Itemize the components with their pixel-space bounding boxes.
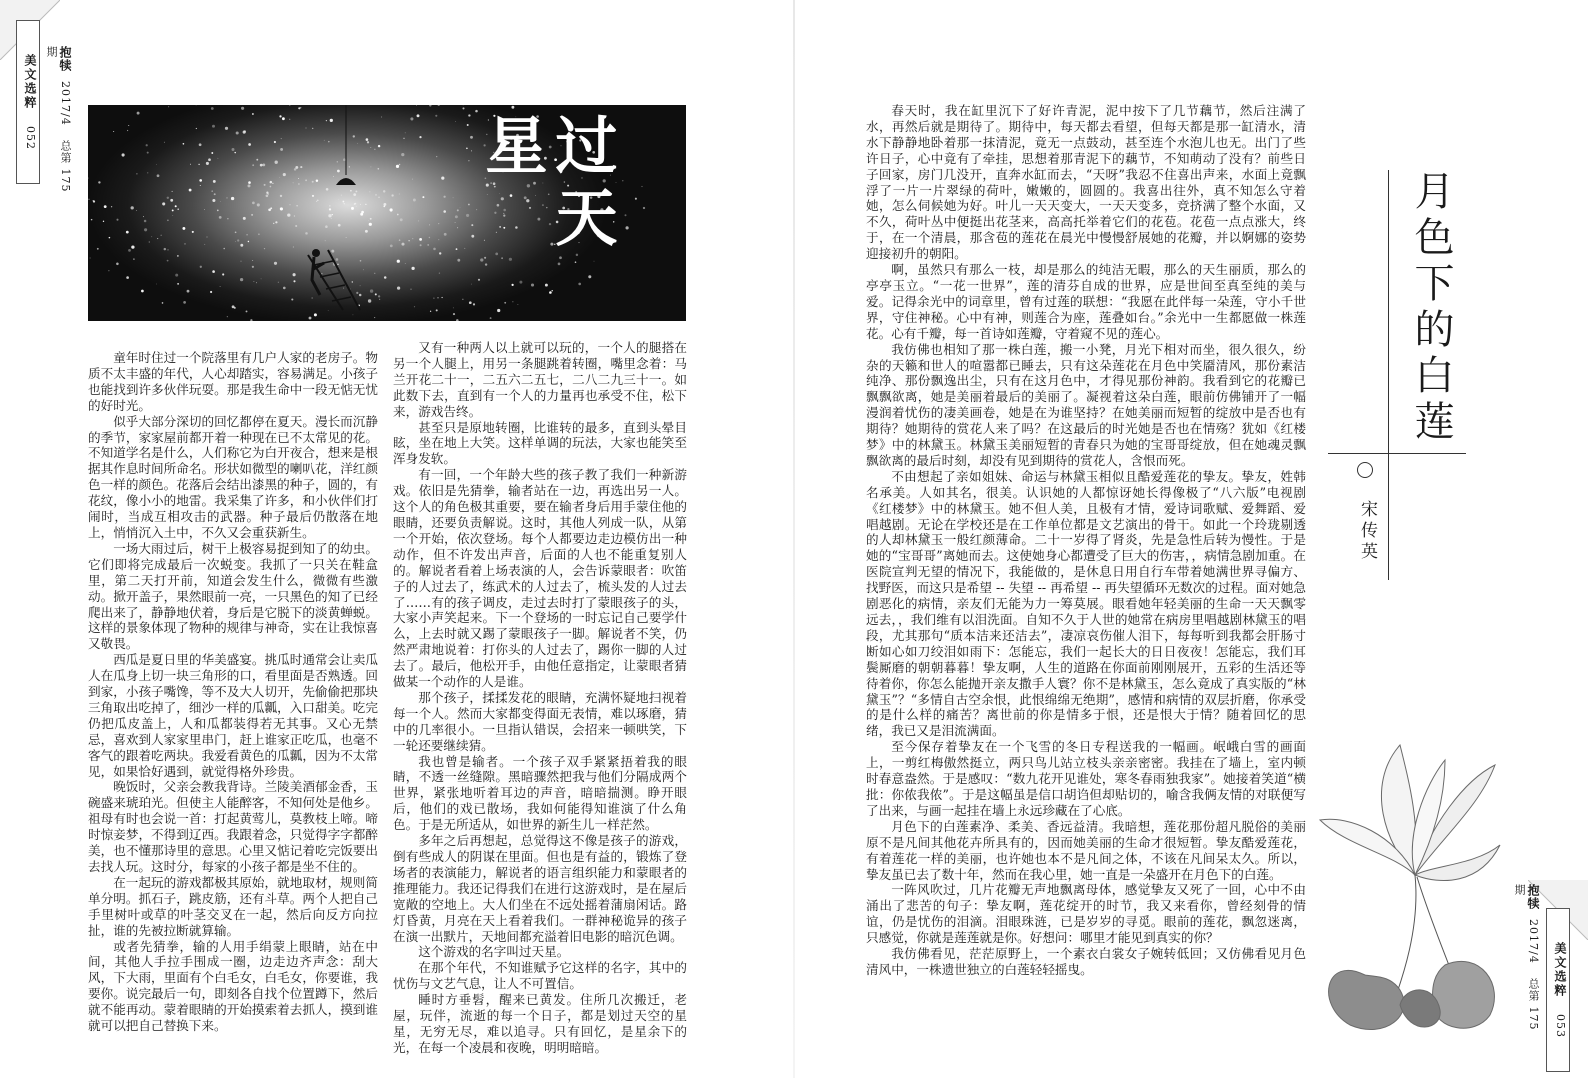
article-title: 月色下的白莲 — [1408, 170, 1454, 446]
section-tab — [1546, 908, 1570, 1072]
paragraph: 晚饭时，父亲会教我背诗。兰陵美酒郁金香，玉碗盛来琥珀光。但使主人能醉客，不知何处是他乡。祖母有时也会说一首：打起黄莺儿，莫教枝上啼。啼时惊妾梦，不得到辽西。我跟着念，只觉得字字都醉美，也不懂那诗里的意思。心里又惦记着吃完饭要出去找人玩。这时分，每家的小孩子都是坐不住的。 — [88, 779, 378, 874]
paragraph: 我仿佛看见，茫茫原野上，一个素衣白裳女子婉转低回；又仿佛看见月色清风中，一株遗世独立的白莲轻轻摇曳。 — [866, 946, 1306, 977]
section-title: 美文选粹 — [23, 54, 37, 111]
magazine-name: 抱犊 — [1526, 884, 1540, 910]
issue-info — [1512, 884, 1540, 1034]
paragraph: 我也曾是输者。一个孩子双手紧紧捂着我的眼睛，不透一丝缝隙。黑暗骤然把我与他们分隔成两个世界，紧张地听着耳边的声音，暗暗揣测。睁开眼后，他们的戏已散场，我如何能得知谁演了什么角色。于是无所适从，如世界的新生儿一样茫然。 — [393, 753, 687, 833]
section-title: 美文选粹 — [1553, 942, 1567, 999]
paragraph: 我仿佛也相知了那一株白莲，搬一小凳，月光下相对而坐，很久很久，纷杂的天籁和世人的喧嚣都已睡去，只有这朵莲花在月色中笑靥清风，那份素洁纯净、那份飘逸出尘，只有在这月色中，才得见那份神韵。我看到它的花瓣已飘飘欲离，她是美丽着最后的美丽了。凝视着这朵白莲，眼前仿佛铺开了一幅漫润着忧伤的凄美画卷，她是在为谁坚持？在她美丽而短暂的绽放中是否也有期待？她期待的赏花人来了吗？在这最后的时光她是否也在情殇？犹如《红楼梦》中的林黛玉。林黛玉美丽短暂的青春只为她的宝哥哥绽放，但在她魂灵飘飘欲离的最后时刻，却没有见到期待的赏花人，含恨而死。 — [866, 341, 1306, 468]
page-gutter — [793, 0, 795, 1078]
paragraph: 至今保存着挚友在一个飞雪的冬日专程送我的一幅画。岷峨白雪的画面上，一剪红梅傲然挺立，两只鸟儿站立枝头亲亲密密。我挂在了墙上，室内顿时春意盎然。于是感叹：“数九花开见谁处，寒冬春雨独我家”。她接着笑道“横批：你侬我侬”。于是这幅虽是信口胡诌但却贴切的，喻含我俩友情的对联便写了出来，与画一起挂在墙上永远珍藏在了心底。 — [866, 739, 1306, 818]
paragraph: 似乎大部分深切的回忆都停在夏天。漫长而沉静的季节，家家屋前都开着一种现在已不太常见的花。不知道学名是什么，人们称它为白开夜合，想来是根据其作息时间所命名。形状如微型的喇叭花，洋红颜色一样的颜色。花落后会结出漆黑的种子，圆的，有花纹，像小小的地雷。我采集了许多，和小伙伴们打闹时，当成互相攻击的武器。种子最后仍散落在地上，悄悄沉入土中，不久又会重获新生。 — [88, 413, 378, 540]
paragraph: 月色下的白莲素净、柔美、香远益清。我暗想，莲花那份超凡脱俗的美丽原不是凡间其他花卉所具有的，因而她美丽的生命才很短暂。挚友酷爱莲花，有着莲花一样的美丽，也许她也本不是凡间之体，不该在凡间呆太久。所以，挚友虽已去了数十年，然而在我心里，她一直是一朵盛开在月色下的白莲。 — [866, 818, 1306, 882]
issue-date: 2017/4 — [1527, 918, 1540, 964]
paragraph: 或者先猜拳，输的人用手绢蒙上眼睛，站在中间，其他人手拉手围成一圈，边走边齐声念：刮大风，下大雨，里面有个白毛女，白毛女，你要谁，我要你。说完最后一句，即刻各自找个位置蹲下，然后就不能再动。蒙着眼睛的开始摸索着去抓人，摸到谁就可以把自己替换下来。 — [88, 938, 378, 1034]
paragraph: 啊，虽然只有那么一枝，却是那么的纯洁无暇，那么的天生丽质，那么的亭亭玉立。“一花一世界”，莲的清芬自成的世界，应是世间至真至纯的美与爱。记得余光中的词章里，曾有过莲的联想：“我愿在此伴每一朵莲，守小千世界，守住神秘。心中有神，则莲合为座，莲叠如台。”余光中一生都愿做一株莲花。心有千瓣，每一首诗如莲瓣，守着窥不见的莲心。 — [866, 262, 1306, 341]
lotus-flower-illustration — [1305, 725, 1505, 1040]
issue-info — [44, 46, 72, 196]
paragraph: 西瓜是夏日里的华美盛宴。挑瓜时通常会让卖瓜人在瓜身上切一块三角形的口，看里面是否熟透。回到家，小孩子嘴馋，等不及大人切开，先偷偷把那块三角取出吃掉了，细沙一样的瓜瓤，入口甜美。吃完仍把瓜皮盖上，人和瓜都装得若无其事。又心无禁忌，喜欢到人家家里串门，赶上谁家正吃瓜，也毫不客气的跟着吃两块。我爱看黄色的瓜瓤，因为不太常见，如果恰好遇到，就觉得格外珍贵。 — [88, 652, 378, 779]
section-tab — [16, 20, 40, 184]
issue-number: 总第 175 期 — [1513, 884, 1540, 1031]
article-column-1 — [88, 350, 378, 1034]
divider — [1388, 170, 1389, 580]
hero-image — [88, 105, 686, 321]
page-number: 053 — [1554, 1013, 1567, 1038]
paragraph: 睡时方垂髫，醒来已黄发。住所几次搬迁，老屋，玩伴，流逝的每一个日子，都是划过天空的星星，无穷无尽，难以追寻。只有回忆，是星余下的光，在每一个凌晨和夜晚，明明暗暗。 — [393, 992, 687, 1055]
paragraph: 童年时住过一个院落里有几户人家的老房子。物质不太丰盛的年代，人心却踏实，容易满足。小孩子也能找到许多伙伴玩耍。那是我生命中一段无惦无忧的好时光。 — [88, 350, 378, 413]
paragraph: 这个游戏的名字叫过天星。 — [418, 944, 570, 960]
paragraph: 多年之后再想起，总觉得这不像是孩子的游戏，倒有些成人的阴谋在里面。但也是有益的，锻炼了登场者的表演能力，解说者的语言组织能力和蒙眼者的推理能力。我还记得我们在进行这游戏时，是在屋后宽敞的空地上。大人们坐在不远处摇着蒲扇闲话。路灯昏黄，月亮在天上看着我们。一群神秘诡异的孩子在演一出默片，天地间都充溢着旧电影的暗沉色调。 — [393, 833, 687, 944]
title-block — [1357, 170, 1464, 580]
article-title: 过天星 — [475, 113, 618, 257]
issue-date: 2017/4 — [59, 80, 72, 126]
paragraph: 在那个年代，不知谁赋予它这样的名字，其中的忧伤与文艺气息，让人不可置信。 — [393, 960, 687, 992]
paragraph: 一场大雨过后，树干上极容易捉到知了的幼虫。它们即将完成最后一次蜕变。我抓了一只关在鞋盒里，第二天打开前，知道会发生什么，微微有些激动。掀开盖子，果然眼前一亮，一只黑色的知了已经爬出来了，静静地伏着，身后是它脱下的淡黄蝉蜕。这样的景象体现了物种的规律与神奇，实在让我惊喜又敬畏。 — [88, 540, 378, 652]
circle-ornament-icon — [1357, 462, 1373, 478]
paragraph: 甚至只是原地转圈，比谁转的最多，直到头晕目眩，坐在地上大笑。这样单调的玩法，大家也能笑至浑身发软。 — [393, 419, 687, 467]
author-name: 宋传英 — [1357, 500, 1377, 563]
paragraph: 一阵风吹过，几片花瓣无声地飘离母体，感觉挚友又死了一回，心中不由涌出了悲苦的句子：挚友啊，莲花绽开的时节，我又来看你，曾经刻骨的情谊，仍是忧伤的泪滴。泪眼珠涟，已是岁岁的寻觅。眼前的莲花，飘忽迷离，只感觉，你就是莲莲就是你。好想问：哪里才能见到真实的你？ — [866, 882, 1306, 946]
paragraph: 那个孩子，揉揉发花的眼睛，充满怀疑地扫视着每一个人。然而大家都变得面无表情，难以琢磨，猜中的几率很小。一旦指认错误，会招来一顿哄笑，下一轮还要继续猜。 — [393, 689, 687, 753]
article-column-right — [866, 103, 1306, 978]
paragraph: 有一回，一个年龄大些的孩子教了我们一种新游戏。依旧是先猜拳，输者站在一边，再选出另一人。这个人的角色极其重要，要在输者身后用手蒙住他的眼睛，还要负责解说。这时，其他人列成一队，从第一个开始，依次登场。每个人都要边走边模仿出一种动作，但不许发出声音，后面的人也不能重复别人的。解说者看着上场表演的人，会告诉蒙眼者：吹笛子的人过去了，练武术的人过去了，梳头发的人过去了……有的孩子调皮，走过去时打了蒙眼孩子的头，大家小声笑起来。下一个登场的一时忘记自己要学什么，上去时就又踢了蒙眼孩子一脚。解说者不笑，仍然严肃地说着：打你头的人过去了，踢你一脚的人过去了。最后，他松开手，由他任意指定，让蒙眼者猜做某一个动作的人是谁。 — [393, 467, 687, 690]
paragraph: 春天时，我在缸里沉下了好许青泥，泥中按下了几节藕节，然后注满了水，再然后就是期待了。期待中，每天都去看望，但每天都是那一缸清水，清水下静静地卧着那一抹清泥，竟无一点鼓动，甚至连个水泡儿也无。出门了些许日子，心中竟有了牵挂，思想着那青泥下的藕节，不知萌动了没有？前些日子回家，房门几没开，直奔水缸而去，“天呀”我忍不住喜出声来，水面上竟飘浮了一片一片翠绿的荷叶，嫩嫩的，圆圆的。我喜出往外，真不知怎么守着她，怎么伺候她为好。叶儿一天天变大，一天天变多，竞挤满了整个水面，又不久，荷叶丛中便挺出花茎来，高高托举着它们的花苞。花苞一点点涨大，终于，在一个清晨，那含苞的莲花在晨光中慢慢舒展她的花瓣，并以婀娜的姿势迎接初升的朝阳。 — [866, 103, 1306, 262]
paragraph: 在一起玩的游戏都极其原始，就地取材，规则简单分明。抓石子，跳皮筋，还有斗草。两个人把自己手里树叶或草的叶茎交叉在一起，然后向反方向拉扯，谁的先被拉断就算输。 — [88, 874, 378, 938]
issue-number: 总第 175 期 — [45, 46, 72, 193]
paragraph: 又有一种两人以上就可以玩的，一个人的腿搭在另一个人腿上，用另一条腿跳着转圈，嘴里念着：马兰开花二十一，二五六二五七，二八二九三十一。如此数下去，直到有一个人的力量再也承受不住，松下来，游戏告终。 — [393, 340, 687, 419]
paragraph: 不由想起了亲如姐妹、命运与林黛玉相似且酷爱莲花的挚友。挚友，姓韩名承美。人如其名，很美。认识她的人都惊讶她长得像极了“八六版”电视剧《红楼梦》中的林黛玉。她不但人美，且极有才情，爱诗词歌赋、爱舞蹈、爱唱越剧。无论在学校还是在工作单位都是文艺演出的骨干。如此一个玲珑剔透的人却林黛玉一般红颜薄命。二十一岁得了肾炎，先是急性后转为慢性。于是她的“宝哥哥”离她而去。这使她身心都遭受了巨大的伤害，，病情急剧加重。在医院宣判无望的情况下，我能做的，是休息日用自行车带着她满世界寻偏方、找野医，而这只是希望 -- 失望 -- 再希望 -- 再失望循环无数次的过程。面对她急剧恶化的病情，亲友们无能为力一筹莫展。眼看她年轻美丽的生命一天天飘零远去，，我们维有以泪洗面。自知不久于人世的她常在病房里唱越剧林黛玉的唱段，尤其那句“质本洁来还洁去”，凄凉哀伤催人泪下，每每听到我都会肝肠寸断如心如刀绞泪如雨下：怎能忘，我们一起长大的日日夜夜！怎能忘，我们耳鬓厮磨的朝朝暮暮！挚友啊，人生的道路在你面前刚刚展开，五彩的生活还等待着你，你怎么能抛开亲友撒手人寰？你不是林黛玉，怎么竟成了真实版的“林黛玉”？“多情自古空余恨，此恨绵绵无绝期”，感情和病情的双层折磨，你承受的是什么样的痛苦？离世前的你是情多于恨，还是恨大于情？随着回忆的思绪，我已又是泪流满面。 — [866, 468, 1306, 739]
article-column-2 — [393, 340, 687, 1056]
divider — [1328, 453, 1466, 454]
page-number: 052 — [24, 125, 37, 150]
magazine-name: 抱犊 — [58, 46, 72, 72]
